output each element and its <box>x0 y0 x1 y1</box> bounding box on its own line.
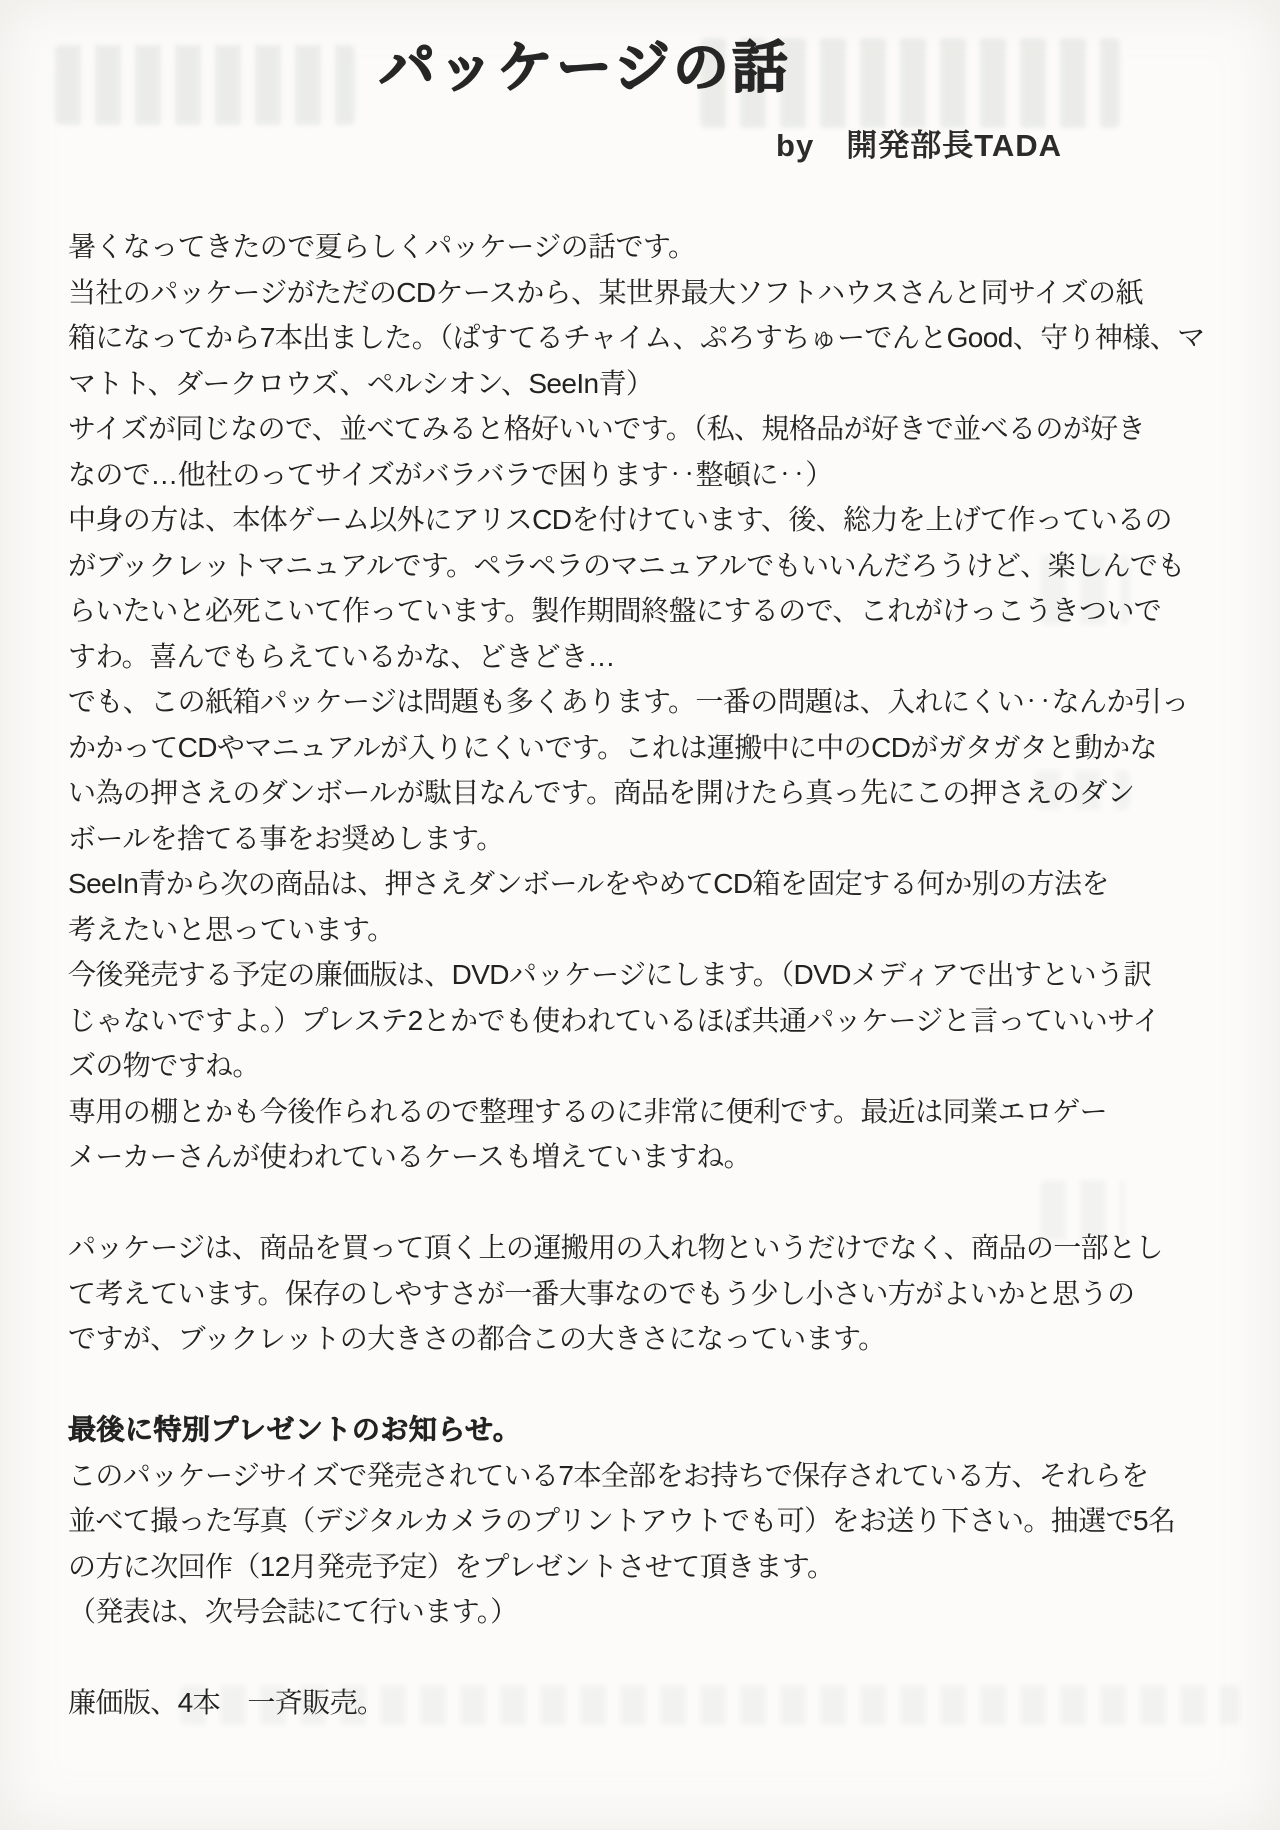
body-line: でも、この紙箱パッケージは問題も多くあります。一番の問題は、入れにくい‥なんか引っ <box>68 686 1189 717</box>
body-line: メーカーさんが使われているケースも増えていますね。 <box>68 1141 752 1172</box>
body-line: （発表は、次号会誌にて行います。） <box>68 1596 518 1627</box>
page-title: パッケージの話 <box>379 36 791 99</box>
body-line: マトト、ダークロウズ、ペルシオン、SeeIn青） <box>68 367 654 399</box>
section-heading: 最後に特別プレゼントのお知らせ。 <box>68 1414 522 1445</box>
blank-line <box>68 1180 1108 1226</box>
body-line: い為の押さえのダンボールが駄目なんです。商品を開けたら真っ先にこの押さえのダン <box>68 777 1135 808</box>
body-line: らいたいと必死こいて作っています。製作期間終盤にするので、これがけっこうきついで <box>68 595 1162 626</box>
body-line: 並べて撮った写真（デジタルカメラのプリントアウトでも可）をお送り下さい。抽選で5名 <box>68 1505 1176 1536</box>
body-line: の方に次回作（12月発売予定）をプレゼントさせて頂きます。 <box>68 1550 835 1582</box>
body-line: 中身の方は、本体ゲーム以外にアリスCDを付けています、後、総力を上げて作っているの <box>68 504 1172 535</box>
body-line: サイズが同じなので、並べてみると格好いいです。（私、規格品が好きで並べるのが好き <box>68 413 1145 444</box>
body-line: パッケージは、商品を買って頂く上の運搬用の入れ物というだけでなく、商品の一部とし <box>68 1232 1163 1263</box>
body-line: がブックレットマニュアルです。ペラペラのマニュアルでもいいんだろうけど、楽しんでも <box>68 549 1185 581</box>
body-line: なので…他社のってサイズがバラバラで困ります‥整頓に‥） <box>68 458 833 490</box>
body-line: かかってCDやマニュアルが入りにくいです。これは運搬中に中のCDがガタガタと動かな <box>68 731 1157 763</box>
body-line: じゃないですよ。）プレステ2とかでも使われているほぼ共通パッケージと言っていいサイ <box>68 1004 1160 1036</box>
body-line: 暑くなってきたので夏らしくパッケージの話です。 <box>68 231 696 262</box>
body-line: 当社のパッケージがただのCDケースから、某世界最大ソフトハウスさんと同サイズの紙 <box>68 276 1143 308</box>
body-line: 廉価版、4本 一斉販売。 <box>68 1687 385 1718</box>
body-line: 考えたいと思っています。 <box>68 913 395 945</box>
body-text <box>68 224 1205 1726</box>
body-line: 箱になってから7本出ました。（ぱすてるチャイム、ぷろすちゅーでんとGood、守り神様、マ <box>68 322 1205 353</box>
body-line: このパッケージサイズで発売されている7本全部をお持ちで保存されている方、それらを <box>68 1459 1149 1491</box>
body-line: ズの物ですね。 <box>68 1050 260 1081</box>
body-line: 専用の棚とかも今後作られるので整理するのに非常に便利です。最近は同業エロゲー <box>68 1095 1107 1127</box>
body-line: すわ。喜んでもらえているかな、どきどき… <box>68 640 615 672</box>
body-line: ですが、ブックレットの大きさの都合この大きさになっています。 <box>68 1323 886 1354</box>
body-line: SeeIn青から次の商品は、押さえダンボールをやめてCD箱を固定する何か別の方法を <box>68 868 1109 899</box>
blank-line <box>68 1362 1108 1408</box>
body-line: て考えています。保存のしやすさが一番大事なのでもう少し小さい方がよいかと思うの <box>68 1277 1135 1309</box>
byline: by 開発部長TADA <box>776 128 1062 163</box>
body-line: 今後発売する予定の廉価版は、DVDパッケージにします。（DVDメディアで出すという訳 <box>68 959 1151 990</box>
blank-line <box>68 1635 1108 1681</box>
body-line: ボールを捨てる事をお奨めします。 <box>68 822 504 854</box>
